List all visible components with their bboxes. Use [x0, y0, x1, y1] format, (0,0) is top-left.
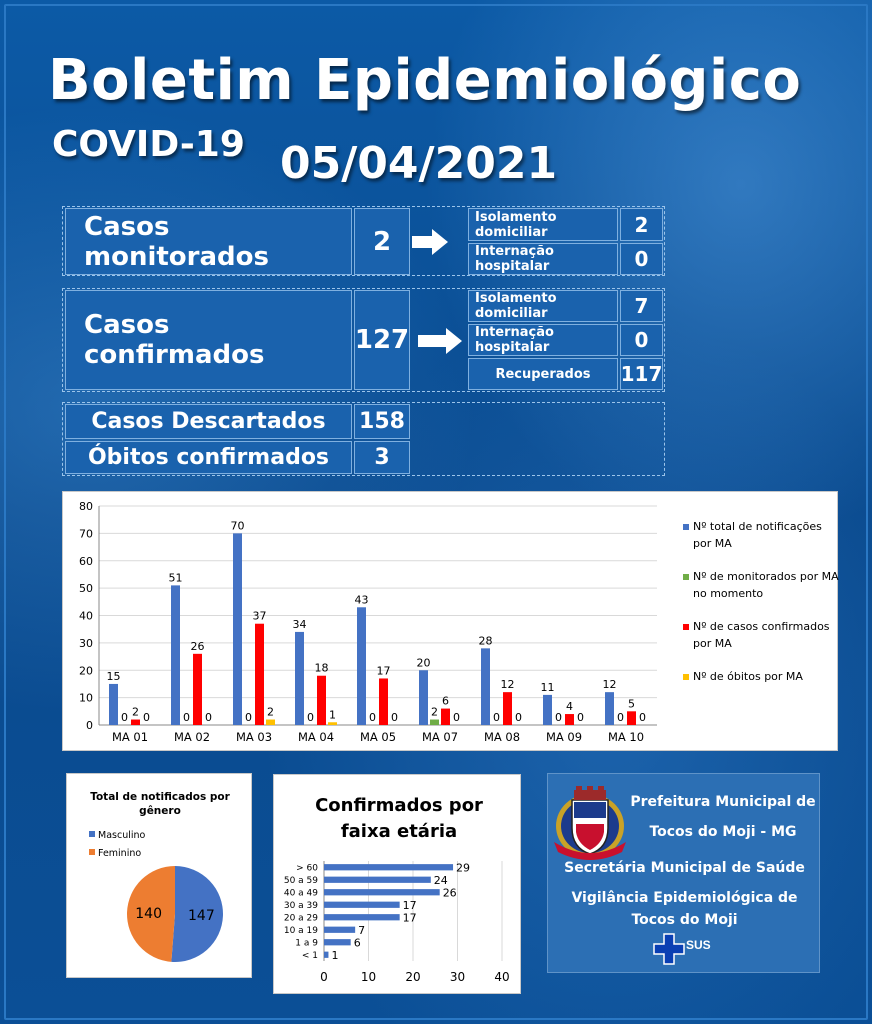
ma-bar-chart-panel: [62, 491, 838, 751]
bar-data-label: 28: [478, 634, 493, 648]
bar-data-label: 11: [540, 680, 555, 694]
bar-data-label: 2: [267, 705, 274, 719]
y-tick-label: 20: [79, 664, 93, 678]
bar-data-label: 0: [183, 711, 190, 724]
bar: [379, 678, 388, 725]
x-tick-label: MA 08: [483, 730, 521, 744]
gender-pie-chart: [67, 774, 253, 979]
x-tick-label: 0: [320, 970, 328, 984]
sus-label: SUS: [686, 938, 711, 952]
bar: [565, 714, 574, 725]
bar-data-label: 18: [314, 661, 329, 675]
bar: [324, 939, 351, 945]
bar-data-label: 26: [190, 639, 205, 653]
bar-data-label: 29: [456, 861, 471, 875]
bar-data-label: 0: [245, 711, 252, 724]
discarded-value: 158: [354, 404, 410, 439]
report-date: 05/04/2021: [280, 138, 558, 189]
y-tick-label: 50: [79, 582, 93, 596]
bar-data-label: 1: [329, 708, 336, 722]
bar: [328, 722, 337, 725]
bar: [324, 902, 400, 908]
pie-chart-title: Total de notificados por gênero: [90, 791, 230, 817]
recovered-value: 117: [620, 358, 663, 390]
bar: [109, 684, 118, 725]
footer-line: Prefeitura Municipal de: [630, 794, 816, 810]
y-tick-label: 80: [79, 500, 93, 513]
bar-data-label: 0: [453, 711, 460, 724]
legend-swatch: [89, 831, 95, 837]
legend-swatch: [683, 674, 689, 680]
monitored-label: Casos monitorados: [65, 208, 352, 275]
bar: [419, 670, 428, 725]
institution-panel: [547, 773, 820, 973]
sus-cross-icon: [652, 932, 686, 966]
bar-data-label: 17: [402, 911, 417, 925]
x-tick-label: MA 04: [297, 730, 335, 744]
confirmed-detail-label: Internação hospitalar: [468, 324, 618, 356]
monitored-detail-value: 0: [620, 243, 663, 275]
x-tick-label: MA 07: [421, 730, 459, 744]
bar: [627, 711, 636, 725]
bar-data-label: 2: [132, 705, 139, 719]
y-tick-label: 30: [79, 636, 93, 650]
bar: [317, 676, 326, 725]
right-arrow-icon: [410, 228, 450, 256]
deaths-label: Óbitos confirmados: [65, 441, 352, 474]
bar-data-label: 24: [433, 873, 448, 887]
bar: [481, 648, 490, 725]
x-tick-label: MA 02: [173, 730, 211, 744]
y-tick-label: 60: [79, 554, 93, 568]
bar-data-label: 5: [628, 697, 635, 711]
pie-data-label: 140: [135, 905, 162, 922]
municipal-crest-icon: [552, 782, 628, 862]
bar-data-label: 26: [442, 886, 457, 900]
y-tick-label: 40: [79, 609, 93, 623]
bar: [324, 877, 431, 883]
page-subtitle: COVID-19: [52, 124, 245, 165]
bar-data-label: 1: [331, 948, 339, 962]
monitored-detail-label: Isolamento domiciliar: [468, 208, 618, 241]
bar: [503, 692, 512, 725]
bar: [193, 654, 202, 725]
bar: [131, 720, 140, 725]
bar-data-label: 0: [369, 711, 376, 724]
y-tick-label: 0: [86, 719, 93, 732]
y-tick-label: 50 a 59: [283, 875, 318, 886]
bar-data-label: 2: [431, 705, 438, 719]
legend-swatch: [683, 624, 689, 630]
bar-data-label: 43: [354, 593, 369, 607]
y-tick-label: 10 a 19: [283, 925, 318, 936]
bar: [255, 624, 264, 725]
bar-data-label: 51: [168, 571, 183, 585]
confirmed-detail-label: Isolamento domiciliar: [468, 290, 618, 322]
bar-data-label: 6: [442, 694, 449, 708]
bar: [324, 914, 400, 920]
monitored-value: 2: [354, 208, 410, 275]
pie-data-label: 147: [188, 908, 215, 925]
monitored-detail-label: Internação hospitalar: [468, 243, 618, 275]
x-tick-label: MA 03: [235, 730, 273, 744]
confirmed-value: 127: [354, 290, 410, 390]
legend-label: Nº de casos confirmados por MA: [693, 620, 830, 650]
recovered-label: Recuperados: [468, 358, 618, 390]
y-tick-label: < 1: [301, 950, 318, 961]
page-title: Boletim Epidemiológico: [48, 48, 802, 113]
discarded-label: Casos Descartados: [65, 404, 352, 439]
x-tick-label: MA 01: [111, 730, 149, 744]
x-tick-label: 40: [494, 970, 510, 984]
bar: [324, 927, 355, 933]
bar-data-label: 12: [602, 678, 617, 692]
bar-data-label: 15: [106, 669, 121, 683]
bar-data-label: 0: [639, 711, 646, 724]
confirmed-label: Casos confirmados: [65, 290, 352, 390]
bar-data-label: 17: [402, 898, 417, 912]
legend-label: Feminino: [98, 848, 142, 859]
confirmed-detail-value: 7: [620, 290, 663, 322]
bar: [357, 607, 366, 725]
age-chart-title: Confirmados por faixa etária: [315, 795, 483, 842]
bar: [441, 709, 450, 725]
bar-data-label: 6: [353, 936, 361, 950]
bar-data-label: 4: [566, 700, 573, 714]
bar: [171, 585, 180, 725]
right-arrow-icon: [416, 327, 464, 355]
x-tick-label: MA 09: [545, 730, 583, 744]
y-tick-label: 1 a 9: [295, 938, 318, 949]
bar: [605, 692, 614, 725]
bar-data-label: 7: [358, 923, 366, 937]
y-tick-label: 20 a 29: [283, 913, 318, 924]
x-tick-label: MA 10: [607, 730, 645, 744]
y-tick-label: 70: [79, 527, 93, 541]
bar-data-label: 0: [515, 711, 522, 724]
legend-label: Nº de monitorados por MA no momento: [693, 570, 839, 600]
bar-data-label: 0: [617, 711, 624, 724]
bar: [324, 864, 453, 870]
bar-data-label: 34: [292, 617, 307, 631]
bar-data-label: 70: [230, 519, 245, 533]
bar: [430, 720, 439, 725]
x-tick-label: 30: [449, 970, 466, 984]
footer-line: Tocos do Moji: [631, 912, 738, 928]
legend-label: Nº total de notificações por MA: [693, 520, 822, 550]
age-bar-chart: [274, 775, 522, 995]
legend-swatch: [89, 849, 95, 855]
y-tick-label: 10: [79, 691, 93, 705]
bar-data-label: 0: [555, 711, 562, 724]
x-tick-label: 10: [360, 970, 377, 984]
confirmed-detail-value: 0: [620, 324, 663, 356]
y-tick-label: 40 a 49: [283, 888, 318, 899]
bar: [324, 889, 440, 895]
x-tick-label: 20: [405, 970, 421, 984]
bar-data-label: 0: [121, 711, 128, 724]
legend-swatch: [683, 574, 689, 580]
footer-line: Vigilância Epidemiológica de: [571, 890, 798, 906]
bar-data-label: 0: [577, 711, 584, 724]
footer-line: Secretária Municipal de Saúde: [564, 860, 805, 876]
bar: [543, 695, 552, 725]
gender-pie-panel: [66, 773, 252, 978]
bar-data-label: 0: [143, 711, 150, 724]
bar-data-label: 12: [500, 678, 515, 692]
deaths-value: 3: [354, 441, 410, 474]
legend-swatch: [683, 524, 689, 530]
y-tick-label: 30 a 39: [283, 900, 318, 911]
y-tick-label: > 60: [296, 863, 318, 874]
age-bar-panel: [273, 774, 521, 994]
ma-bar-chart: [63, 492, 839, 752]
bar-data-label: 20: [416, 656, 431, 670]
bar-data-label: 0: [205, 711, 212, 724]
monitored-detail-value: 2: [620, 208, 663, 241]
bar-data-label: 37: [252, 609, 267, 623]
bar-data-label: 0: [493, 711, 500, 724]
bar: [266, 720, 275, 725]
footer-line: Tocos do Moji - MG: [649, 824, 797, 840]
legend-label: Nº de óbitos por MA: [693, 670, 803, 683]
bar-data-label: 17: [376, 664, 391, 678]
bar-data-label: 0: [307, 711, 314, 724]
x-tick-label: MA 05: [359, 730, 397, 744]
bar-data-label: 0: [391, 711, 398, 724]
bar: [324, 952, 328, 958]
bar: [233, 533, 242, 725]
bar: [295, 632, 304, 725]
legend-label: Masculino: [98, 830, 146, 841]
